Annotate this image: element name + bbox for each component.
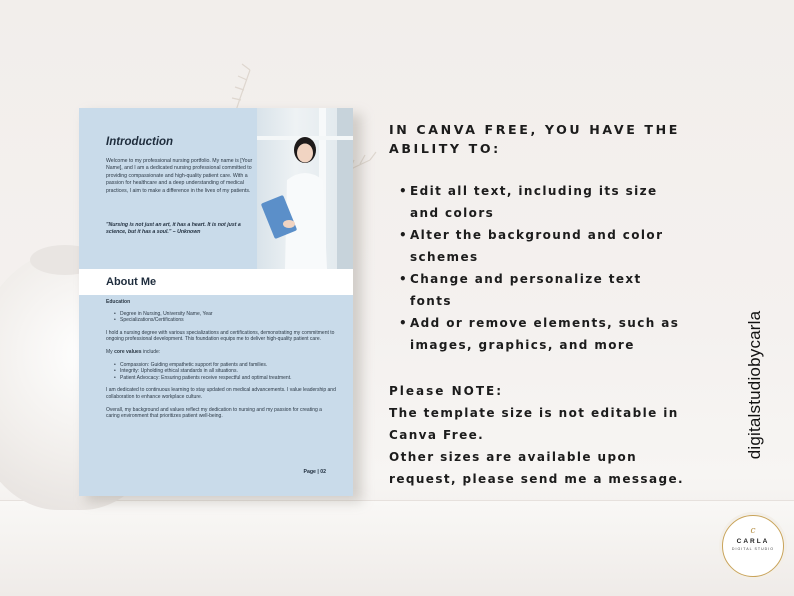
shelf-surface [0,500,794,596]
page-number: Page | 02 [303,469,326,475]
core-values-suffix: include: [141,348,161,355]
logo-script: c [750,526,756,536]
note-heading: Please NOTE: [389,384,504,398]
core-values-prefix: My [106,348,115,355]
bullet-line: images, graphics, and more [410,338,635,352]
headline-line: ABILITY TO: [389,141,501,156]
list-item: • Specializations/Certifications [114,317,336,324]
intro-title: Introduction [106,136,174,148]
headline-line: IN CANVA FREE, YOU HAVE THE [389,122,680,137]
core-values-list [114,362,336,382]
list-item [399,312,729,356]
list-item: • Compassion: Guiding empathetic support for patients and families. [114,362,336,369]
document-page [79,108,353,496]
learning-paragraph: I am dedicated to continuous learning to stay updated on medical advancements. I value leadership and collaboration to enhance workplace culture. [106,387,336,400]
brand-vertical-text [744,260,766,510]
note-line: The template size is not editable in [389,406,679,420]
core-values-bold: core values [114,348,142,355]
nurse-photo [257,108,353,269]
intro-quote: "Nursing is not just an art, it has a heart. It is not just a science, but it has a soul." – Unknown [106,222,241,236]
headline [389,120,729,158]
about-band [79,269,353,295]
degree-paragraph: I hold a nursing degree with various specializations and certifications, demonstrating my commitment to ongoing professional development. This foundation equips me to deliver high-quality patient care. [106,329,335,343]
note-line: request, please send me a message. [389,472,684,486]
brand-handle: digitalstudiobycarla [745,310,764,460]
list-item [399,224,729,268]
logo-name: CARLA [736,538,770,545]
info-panel [389,120,729,490]
education-heading: Education [106,299,131,305]
list-item: • Degree in Nursing, University Name, Year [114,311,336,318]
bullet-line: fonts [410,294,452,308]
note-line: Canva Free. [389,428,485,442]
note-line: Other sizes are available upon [389,450,638,464]
core-values-intro [106,349,336,356]
feature-list [399,180,729,356]
list-item [399,180,729,224]
bullet-line: • Change and personalize text [410,272,642,286]
logo-sub: DIGITAL STUDIO [731,547,775,551]
about-body [106,299,336,426]
intro-text: Welcome to my professional nursing portfolio. My name is [Your Name], and I am a dedicated nursing professional committed to providing compassionate and high-quality patient care. With a passion for healthcare and a deep understanding of medical practices, I aim to make a difference in the lives of my patients. [106,158,253,194]
bullet-line: • Add or remove elements, such as [410,316,680,330]
brand-logo [722,515,784,577]
closing-paragraph: Overall, my background and values reflect my dedication to nursing and my passion for creating a caring environment that prioritizes patient well-being. [106,406,322,420]
about-title: About Me [106,276,157,288]
list-item [399,268,729,312]
note-section [389,380,729,490]
list-item: • Patient Advocacy: Ensuring patients receive respectful and optimal treatment. [114,375,336,382]
bullet-line: • Edit all text, including its size [410,184,658,198]
education-list [114,311,336,324]
bullet-line: • Alter the background and color [410,228,664,242]
list-item: • Integrity: Upholding ethical standards in all situations. [114,368,336,375]
bullet-line: schemes [410,250,479,264]
bullet-line: and colors [410,206,495,220]
